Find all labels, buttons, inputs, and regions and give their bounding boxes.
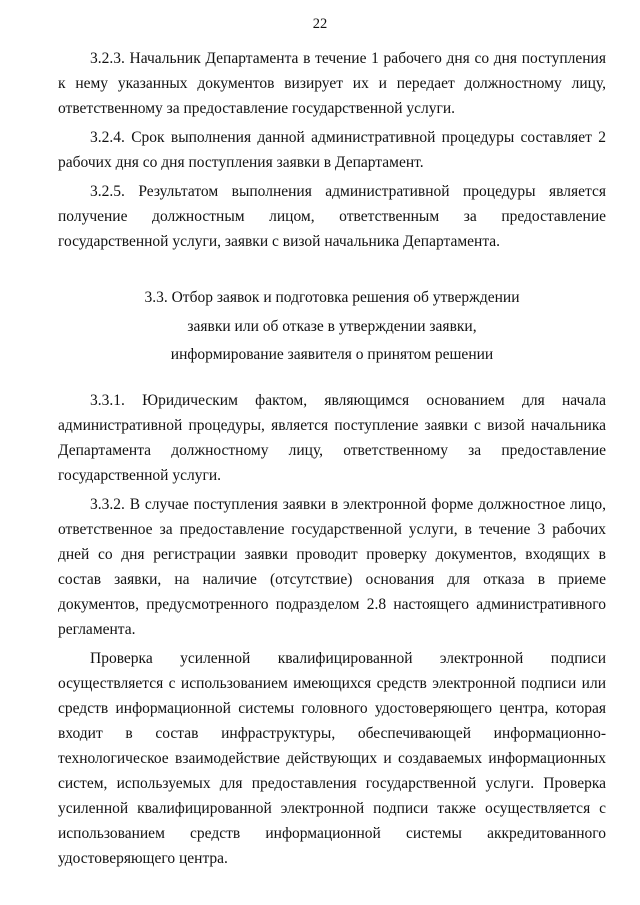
paragraph-3-3-2: 3.3.2. В случае поступления заявки в электронной форме должностное лицо, ответственное за предоставление государственной услуги, в течение 3 рабочих дней со дня регистрации заявки проводит проверку документов, входящих в состав заявки, на наличие (отсутствие) основания для отказа в приеме документов, предусмотренного подразделом 2.8 настоящего административного регламента. — [58, 495, 606, 638]
paragraph-3-2-4: 3.2.4. Срок выполнения данной административной процедуры составляет 2 рабочих дня со дня поступления заявки в Департамент. — [58, 129, 606, 171]
paragraph-3-3-1: 3.3.1. Юридическим фактом, являющимся основанием для начала административной процедуры, является поступление заявки с визой начальника Департамента должностному лицу, ответственному за предоставление государственной услуги. — [58, 391, 606, 484]
document-body — [58, 46, 606, 875]
section-heading-line: 3.3. Отбор заявок и подготовка решения об утверждении — [144, 289, 520, 306]
paragraph-signature-check: Проверка усиленной квалифицированной электронной подписи осуществляется с использованием имеющихся средств электронной подписи или средств информационной системы головного удостоверяющего центра, которая входит в состав инфраструктуры, обеспечивающей информационно-технологическое взаимодействие действующих и создаваемых информационных систем, используемых для предоставления государственной услуги. Проверка усиленной квалифицированной электронной подписи также осуществляется с использованием средств информационной системы аккредитованного удостоверяющего центра. — [58, 649, 606, 867]
section-heading-line: заявки или об отказе в утверждении заявки, — [187, 317, 477, 335]
page-number: 22 — [312, 16, 328, 32]
paragraph-3-2-3: 3.2.3. Начальник Департамента в течение 1 рабочего дня со дня поступления к нему указанных документов визирует их и передает должностному лицу, ответственному за предоставление государственной услуги. — [58, 50, 606, 117]
paragraph-3-2-5: 3.2.5. Результатом выполнения административной процедуры является получение должностным лицом, ответственным за предоставление государственной услуги, заявки с визой начальника Департамента. — [58, 183, 606, 250]
section-heading-line: информирование заявителя о принятом решении — [170, 346, 494, 363]
section-heading-3-3 — [58, 284, 606, 370]
